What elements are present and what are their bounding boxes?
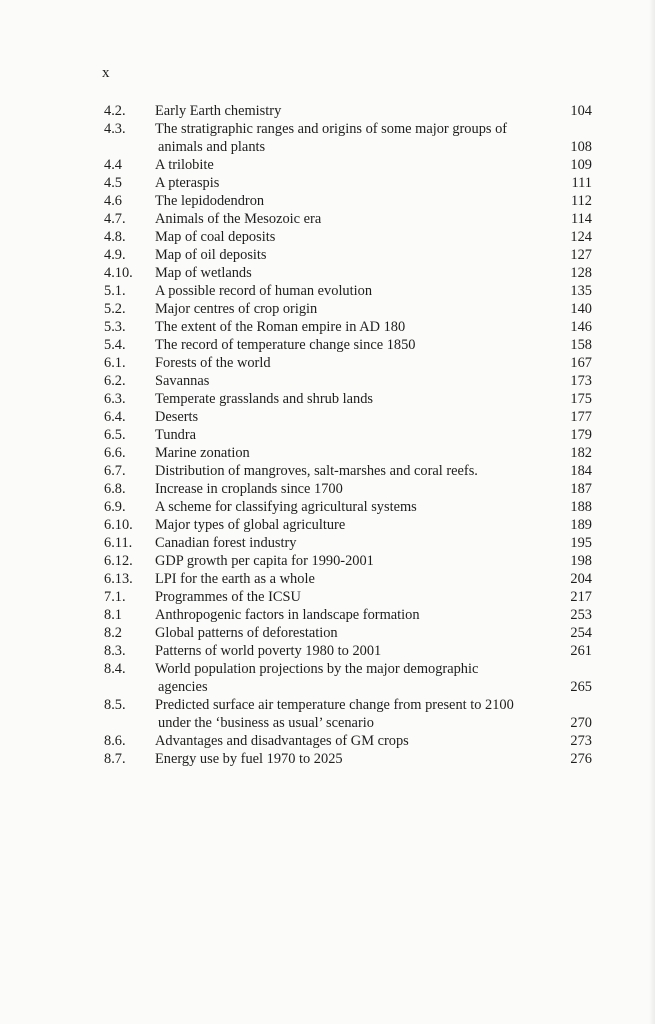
list-item [104,390,592,408]
figure-title [155,750,548,768]
figure-title [155,192,548,210]
figure-number: 8.2 [104,625,122,641]
page-reference: 104 [570,103,592,119]
figure-number: 6.7. [104,463,126,479]
figure-title-line: The stratigraphic ranges and origins of some major groups of [155,121,508,137]
list-item [104,264,592,282]
figure-title [155,174,548,192]
figure-title-line: Anthropogenic factors in landscape formation [155,607,420,623]
figure-title [155,102,548,120]
page-reference: 189 [570,517,592,533]
figure-number: 8.5. [104,697,126,713]
figure-title [155,498,548,516]
list-item [104,588,592,606]
figure-title [155,642,548,660]
figure-number: 6.1. [104,355,126,371]
page-reference: 173 [570,373,592,389]
figure-title-line: A pteraspis [155,175,220,191]
page-reference: 127 [570,247,592,263]
figure-title [155,588,548,606]
figure-title [155,624,548,642]
figure-number: 4.4 [104,157,122,173]
figure-title-line: Predicted surface air temperature change from present to 2100 [155,697,514,713]
page-reference: 112 [570,193,592,209]
figure-title [155,318,548,336]
list-item [104,228,592,246]
figure-number: 6.8. [104,481,126,497]
list-item [104,354,592,372]
page-reference: 109 [570,157,592,173]
list-item [104,660,592,696]
figure-title [155,534,548,552]
page-reference: 270 [570,715,592,731]
figure-title-line: A trilobite [155,157,214,173]
figure-number: 8.3. [104,643,126,659]
figure-title [155,552,548,570]
list-of-figures [104,102,592,768]
list-item [104,732,592,750]
list-item [104,408,592,426]
page-reference: 108 [570,139,592,155]
list-item [104,120,592,156]
list-item [104,246,592,264]
figure-number: 4.6 [104,193,122,209]
figure-title-line: under the ‘business as usual’ scenario [158,715,374,731]
list-item [104,624,592,642]
figure-title-line: Tundra [155,427,197,443]
figure-title [155,390,548,408]
figure-title [155,336,548,354]
figure-number: 6.13. [104,571,133,587]
figure-title [155,570,548,588]
list-item [104,192,592,210]
figure-number: 8.6. [104,733,126,749]
figure-title [155,228,548,246]
figure-title [155,426,548,444]
figure-title [155,354,548,372]
list-item [104,516,592,534]
figure-title-line: Map of oil deposits [155,247,267,263]
list-item [104,336,592,354]
figure-number: 6.5. [104,427,126,443]
list-item [104,102,592,120]
figure-number: 8.4. [104,661,126,677]
figure-title-line: Programmes of the ICSU [155,589,301,605]
figure-title-line: The lepidodendron [155,193,265,209]
figure-title-line: agencies [158,679,208,695]
figure-title [155,606,548,624]
figure-number: 6.4. [104,409,126,425]
figure-title-line: Patterns of world poverty 1980 to 2001 [155,643,382,659]
figure-title [155,372,548,390]
figure-number: 5.2. [104,301,126,317]
figure-title [155,660,548,696]
figure-title-line: World population projections by the major demographic [155,661,479,677]
figure-title [155,516,548,534]
list-item [104,480,592,498]
page-reference: 217 [570,589,592,605]
figure-title [155,480,548,498]
page-reference: 273 [570,733,592,749]
page-reference: 179 [570,427,592,443]
figure-title-line: Global patterns of deforestation [155,625,338,641]
list-item [104,642,592,660]
page-reference: 195 [570,535,592,551]
figure-title-line: Energy use by fuel 1970 to 2025 [155,751,343,767]
figure-number: 6.10. [104,517,133,533]
page-reference: 261 [570,643,592,659]
figure-number: 6.2. [104,373,126,389]
figure-title-line: Early Earth chemistry [155,103,282,119]
figure-number: 6.12. [104,553,133,569]
list-item [104,174,592,192]
list-item [104,300,592,318]
figure-number: 4.3. [104,121,126,137]
figure-title [155,264,548,282]
list-item [104,498,592,516]
list-item [104,750,592,768]
figure-title-line: Major types of global agriculture [155,517,346,533]
figure-title-line: A possible record of human evolution [155,283,373,299]
figure-number: 6.3. [104,391,126,407]
list-item [104,696,592,732]
list-item [104,444,592,462]
figure-title-line: Temperate grasslands and shrub lands [155,391,373,407]
page-number: x [102,65,110,81]
page-reference: 111 [571,175,592,191]
figure-title-line: Canadian forest industry [155,535,297,551]
figure-title [155,246,548,264]
figure-title-line: Increase in croplands since 1700 [155,481,343,497]
figure-title [155,120,548,156]
figure-title-line: Map of coal deposits [155,229,276,245]
figure-title [155,210,548,228]
figure-number: 4.2. [104,103,126,119]
figure-title [155,300,548,318]
figure-title-line: The extent of the Roman empire in AD 180 [155,319,406,335]
figure-number: 7.1. [104,589,126,605]
figure-number: 5.4. [104,337,126,353]
page-reference: 188 [570,499,592,515]
figure-title-line: Savannas [155,373,210,389]
page-reference: 204 [570,571,592,587]
list-item [104,372,592,390]
page-reference: 182 [570,445,592,461]
figure-number: 8.1 [104,607,122,623]
figure-number: 4.8. [104,229,126,245]
figure-title-line: Major centres of crop origin [155,301,318,317]
page-reference: 114 [570,211,592,227]
figure-title-line: Animals of the Mesozoic era [155,211,322,227]
figure-title-line: GDP growth per capita for 1990-2001 [155,553,374,569]
page-reference: 198 [570,553,592,569]
page-reference: 128 [570,265,592,281]
figure-title-line: Deserts [155,409,199,425]
figure-number: 6.6. [104,445,126,461]
page-reference: 254 [570,625,592,641]
figure-number: 6.9. [104,499,126,515]
list-item [104,534,592,552]
figure-number: 5.3. [104,319,126,335]
figure-number: 6.11. [104,535,133,551]
list-item [104,318,592,336]
figure-title-line: Distribution of mangroves, salt-marshes and coral reefs. [155,463,478,479]
page-reference: 158 [570,337,592,353]
figure-title [155,462,548,480]
list-item [104,426,592,444]
page-reference: 140 [570,301,592,317]
list-item [104,552,592,570]
figure-title [155,696,548,732]
figure-title [155,444,548,462]
figure-title-line: Advantages and disadvantages of GM crops [155,733,409,749]
list-item [104,156,592,174]
figure-title-line: The record of temperature change since 1850 [155,337,416,353]
page-reference: 177 [570,409,592,425]
figure-number: 4.9. [104,247,126,263]
figure-title-line: Map of wetlands [155,265,252,281]
figure-title [155,408,548,426]
list-item [104,570,592,588]
page-reference: 253 [570,607,592,623]
figure-title [155,156,548,174]
list-item [104,462,592,480]
figure-number: 4.5 [104,175,122,191]
figure-title-line: Forests of the world [155,355,271,371]
figure-number: 4.7. [104,211,126,227]
page-reference: 135 [570,283,592,299]
figure-title-line: animals and plants [158,139,266,155]
page-reference: 146 [570,319,592,335]
figure-number: 5.1. [104,283,126,299]
figure-title [155,282,548,300]
figure-title [155,732,548,750]
figure-title-line: LPI for the earth as a whole [155,571,315,587]
page-reference: 187 [570,481,592,497]
page-reference: 124 [570,229,592,245]
figure-title-line: Marine zonation [155,445,250,461]
figure-number: 8.7. [104,751,126,767]
page-reference: 175 [570,391,592,407]
page-reference: 265 [570,679,592,695]
list-item [104,606,592,624]
list-item [104,210,592,228]
page-reference: 167 [570,355,592,371]
figure-title-line: A scheme for classifying agricultural systems [155,499,417,515]
page-reference: 184 [570,463,592,479]
page-reference: 276 [570,751,592,767]
figure-number: 4.10. [104,265,133,281]
page-edge-shadow [649,0,655,1024]
list-item [104,282,592,300]
